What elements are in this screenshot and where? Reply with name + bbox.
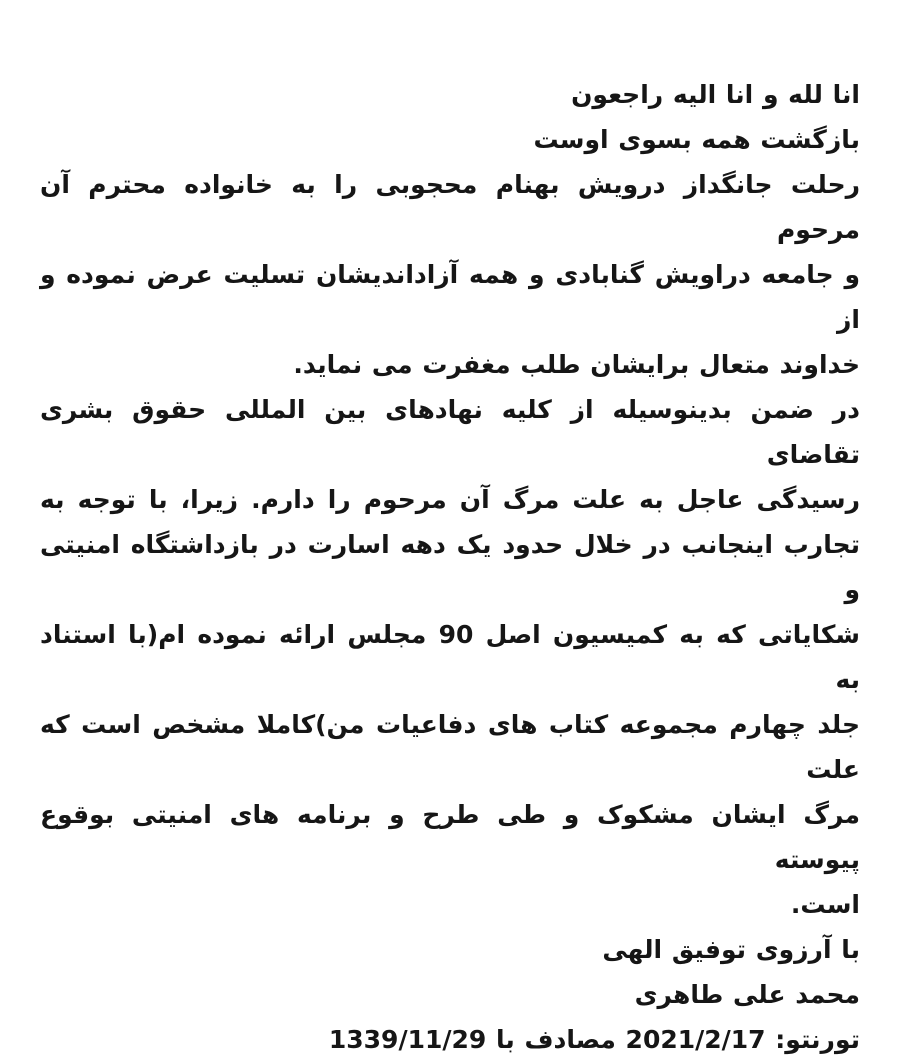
text-line-condolence-line-2: و جامعه دراویش گنابادی و همه آزاداندیشان تسلیت عرض نموده و از [40,260,860,334]
text-line-request-line-5: جلد چهارم مجموعه کتاب های دفاعیات من)کاملا مشخص است که علت [40,710,860,784]
text-line-request-line-4: شکایاتی که به کمیسیون اصل 90 مجلس ارائه نموده ام(با استناد به [40,620,860,694]
text-line-dateline: تورنتو: 2021/2/17 مصادف با 1339/11/29 [328,1025,860,1054]
text-line-condolence-line-3: خداوند متعال برایشان طلب مغفرت می نماید. [293,350,860,379]
text-line-condolence-line-1: رحلت جانگداز درویش بهنام محجوبی را به خانواده محترم آن مرحوم [40,170,860,244]
text-line-request-line-6: مرگ ایشان مشکوک و طی طرح و برنامه های امنیتی بوقوع پیوسته [40,800,860,874]
text-line-request-line-7: است. [790,890,860,919]
text-line-request-line-1: در ضمن بدینوسیله از کلیه نهادهای بین المللی حقوق بشری تقاضای [40,395,860,469]
text-line-closing-wish: با آرزوی توفیق الهی [602,935,860,964]
text-line-request-line-2: رسیدگی عاجل به علت مرگ آن مرحوم را دارم. زیرا، با توجه به [40,485,860,514]
text-line-istirja-verse: انا لله و انا الیه راجعون [571,80,860,109]
text-line-istirja-translation: بازگشت همه بسوی اوست [533,125,860,154]
text-line-signature-name: محمد علی طاهری [634,980,860,1009]
document-body [40,72,860,1062]
text-line-request-line-3: تجارب اینجانب در خلال حدود یک دهه اسارت در بازداشتگاه امنیتی و [40,530,860,604]
